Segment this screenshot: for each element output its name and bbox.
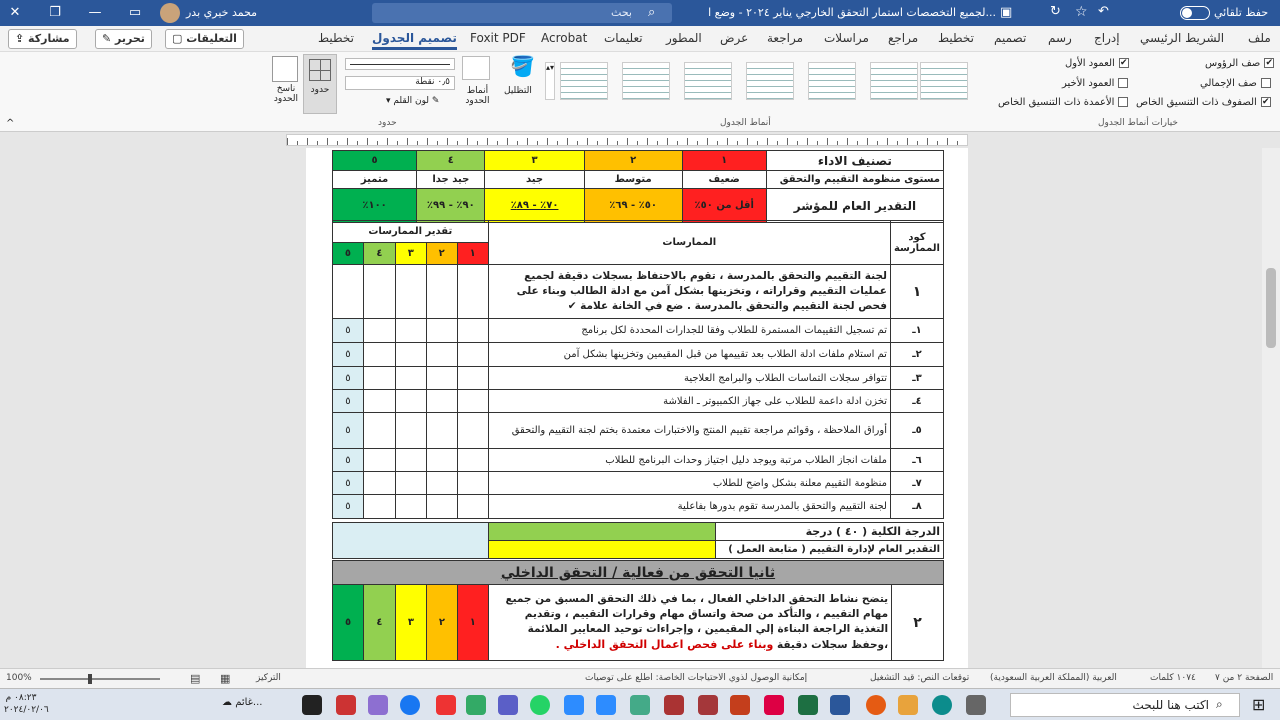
item-code: ٧ـ [890,472,943,495]
ruler-tick [657,141,658,145]
scale-3: ٣ [395,243,426,265]
main-code: ١ [890,265,943,319]
task-view-icon[interactable] [966,695,986,715]
start-icon[interactable]: ⊞ [1252,695,1266,714]
item-code: ٥ـ [890,413,943,449]
zoom-app-icon[interactable] [564,695,584,715]
ruler-tick [777,141,778,145]
main-practice-text: لجنة التقييم والتحقق بالمدرسة ، تقوم بالاحتفاظ بسجلات دقيقة لجميع عمليات التقييم وقراراته ، وتخزينها بشكل آمن مع ادلة الطالب وبناء على فحص لجنة التقييم والتحقق بالمدرسة . ضع في الخانة علامة ✔ [488,265,890,319]
ruler-tick [487,138,488,145]
share-button[interactable]: ⇪ مشاركة [8,29,77,49]
ruler-tick [507,138,508,145]
ruler-tick [627,138,628,145]
ruler-tick [557,141,558,145]
app-x-icon[interactable] [302,695,322,715]
app-sports-icon[interactable] [436,695,456,715]
grade-3-name: جيد [485,171,584,189]
ruler-tick [577,141,578,145]
ruler-tick [307,138,308,145]
tab-home[interactable]: الشريط الرئيسي [1140,31,1225,45]
border-painter-icon[interactable] [272,56,298,82]
facebook-icon[interactable] [400,695,420,715]
table-style-7[interactable] [920,62,968,100]
search-input[interactable]: بحث [372,3,672,23]
tab-design[interactable]: تصميم [994,31,1027,45]
taskbar-search-input[interactable]: اكتب هنا للبحث [1010,693,1240,717]
ruler-tick [417,141,418,145]
tab-help[interactable]: تعليمات [604,31,643,45]
firefox-icon[interactable] [866,695,886,715]
ribbon-display-icon[interactable]: ▭ [128,5,142,20]
ruler-tick [837,141,838,145]
table-row [333,449,944,472]
border-styles-label: أنماط الحدود [465,86,490,106]
grade-5-name: متميز [333,171,417,189]
ruler-tick [377,141,378,145]
grade-4-num: ٤ [417,151,485,171]
grade-4-name: جيد جدا [417,171,485,189]
item-text: تخزن ادلة داعمة للطلاب على جهاز الكمبيوتر ـ الفلاشة [488,390,890,413]
table-style-1[interactable] [560,62,608,100]
autosave-toggle[interactable] [1180,6,1210,20]
ruler-tick [667,138,668,145]
ruler-tick [467,138,468,145]
ruler-tick [677,141,678,145]
ruler-tick [457,141,458,145]
scale-2: ٢ [426,243,457,265]
zoom-slider[interactable] [40,678,160,680]
ruler-tick [887,138,888,145]
grade-5-range: ١٠٠٪ [333,189,417,223]
tab-insert[interactable]: إدراج [1094,31,1120,45]
rating-table [332,150,944,223]
close-window-button[interactable]: ✕ [9,5,21,20]
tab-layout[interactable]: تخطيط [938,31,974,45]
border-painter-label: ناسخ الحدود [273,84,299,104]
shading-icon[interactable]: 🪣 [510,54,535,78]
ruler-tick [817,141,818,145]
ruler-tick [607,138,608,145]
item-code: ١ـ [890,319,943,343]
ruler-tick [947,138,948,145]
item-score[interactable]: ٥ [333,472,364,495]
tab-table-design[interactable]: تصميم الجدول [372,31,457,50]
item-score[interactable]: ٥ [333,367,364,390]
app-archive-icon[interactable] [664,695,684,715]
overall-mgmt-cell[interactable] [488,541,716,559]
app-green-icon[interactable] [466,695,486,715]
item-code: ٢ـ [890,343,943,367]
table-row [333,390,944,413]
ruler-tick [337,141,338,145]
banded-columns-checkbox[interactable]: الأعمدة ذات التنسيق الخاص [998,97,1128,108]
ruler-tick [877,141,878,145]
tab-developer[interactable]: المطور [666,31,702,45]
ruler-tick [737,141,738,145]
ruler-tick [397,141,398,145]
ruler-tick [357,141,358,145]
explorer-icon[interactable] [898,695,918,715]
ruler-tick [907,138,908,145]
accessibility-status[interactable]: إمكانية الوصول لذوي الاحتياجات الخاصة: اطلع على توصيات [585,673,808,683]
view-web-icon[interactable]: ▦ [220,672,231,685]
save-icon[interactable]: ▣ [1000,5,1013,20]
item-text: تم تسجيل التقييمات المستمرة للطلاب وفقا للجدارات المحددة لكل برنامج [488,319,890,343]
ruler-tick [747,138,748,145]
item-score[interactable]: ٥ [333,343,364,367]
focus-button[interactable]: التركيز [256,673,281,683]
powerpoint-icon[interactable] [730,695,750,715]
scale-1: ١ [457,243,488,265]
total-label: الدرجة الكلية ( ٤٠ ) درجة [716,523,944,541]
practices-header: الممارسات [488,221,890,265]
item-text: منظومة التقييم معلنة بشكل واضح للطلاب [488,472,890,495]
ruler-tick [367,138,368,145]
ruler-tick [787,138,788,145]
table-style-4[interactable] [746,62,794,100]
tab-view[interactable]: عرض [720,31,749,45]
document-title: لجميع التخصصات استمار التحقق الخارجي يناير ٢٠٢٤ - وضع ا... [708,6,996,19]
grade-1-name: ضعيف [682,171,766,189]
levels-label: مستوى منظومة التقييم والتحقق [766,171,943,189]
overall-label: التقدير العام للمؤشر [766,189,943,223]
access-icon[interactable] [698,695,718,715]
ruler-tick [927,138,928,145]
redo-icon[interactable]: ↻ [1050,4,1061,19]
vertical-scrollbar[interactable] [1262,148,1280,668]
s2-scale-4: ٤ [364,585,396,661]
rating-header: تقدير الممارسات [333,221,489,243]
ruler-tick [567,138,568,145]
restore-window-button[interactable]: ❐ [49,5,61,20]
ruler-tick [597,141,598,145]
app-purple-icon[interactable] [368,695,388,715]
item-code: ٤ـ [890,390,943,413]
title-bar [0,0,1280,26]
pen-weight-select[interactable]: ٠٫٥ نقطة [345,76,455,90]
item-score[interactable]: ٥ [333,319,364,343]
item-code: ٨ـ [890,495,943,519]
tab-foxit[interactable]: Foxit PDF [470,31,526,45]
shading-label: التظليل [504,86,532,96]
app-chat-icon[interactable] [630,695,650,715]
ruler-tick [687,138,688,145]
section2-table [332,560,944,661]
ruler-tick [477,141,478,145]
star-icon[interactable]: ☆ [1075,4,1088,20]
table-row [333,343,944,367]
ruler-tick [797,141,798,145]
search-icon: ⌕ [648,5,656,20]
item-text: ملفات انجاز الطلاب مرتبة ويوجد دليل اجتياز وحدات البرنامج للطلاب [488,449,890,472]
item-text: أوراق الملاحظة ، وقوائم مراجعة تقييم المنتج والاختبارات معتمدة بختم لجنة التقييم والتحقق [488,413,890,449]
grade-3-num: ٣ [485,151,584,171]
totals-table [332,522,944,559]
ruler-tick [827,138,828,145]
taskbar [0,688,1280,720]
scale-4: ٤ [363,243,395,265]
teams-icon[interactable] [498,695,518,715]
s2-code: ٢ [892,585,944,661]
table-style-5[interactable] [808,62,856,100]
edge-icon[interactable] [932,695,952,715]
borders-label: حدود [310,85,330,95]
item-score[interactable]: ٥ [333,413,364,449]
user-name: محمد خيري بدر [186,6,258,19]
borders-button[interactable] [303,54,337,114]
word-count[interactable]: ١٠٧٤ كلمات [1150,673,1196,683]
s2-scale-3: ٣ [395,585,426,661]
ruler-tick [537,141,538,145]
ruler-tick [867,138,868,145]
group-label-styles: أنماط الجدول [720,118,771,128]
group-label-options: خيارات أنماط الجدول [1098,118,1178,128]
language-status[interactable]: العربية (المملكة العربية السعودية) [990,673,1117,683]
ruler-tick [347,138,348,145]
ruler-tick [587,138,588,145]
document-page[interactable] [306,148,968,668]
item-score[interactable]: ٥ [333,390,364,413]
collapse-ribbon-icon[interactable]: ^ [6,118,15,129]
item-text: لجنة التقييم والتحقق بالمدرسة تقوم بدورها بفاعلية [488,495,890,519]
ruler-tick [297,141,298,145]
ruler-tick [707,138,708,145]
grade-1-num: ١ [682,151,766,171]
ruler-tick [757,141,758,145]
ruler-tick [327,138,328,145]
last-column-checkbox[interactable]: العمود الأخير [1062,78,1128,89]
app-red-icon[interactable] [336,695,356,715]
tab-layout-table[interactable]: تخطيط [318,31,354,45]
item-score[interactable]: ٥ [333,449,364,472]
ruler-tick [527,138,528,145]
ruler-tick [317,141,318,145]
item-score[interactable]: ٥ [333,495,364,519]
tab-acrobat[interactable]: Acrobat [541,31,588,45]
search-icon: ⌕ [1216,697,1223,711]
table-row [333,472,944,495]
ribbon [0,52,1280,132]
ruler-tick [387,138,388,145]
group-label-borders: حدود [378,118,397,128]
whatsapp-icon[interactable] [530,695,550,715]
s2-scale-1: ١ [457,585,488,661]
ribbon-tabs [0,26,1280,52]
grade-5-num: ٥ [333,151,417,171]
table-style-3[interactable] [684,62,732,100]
autosave-label: حفظ تلقائي [1214,6,1269,19]
page-number[interactable]: الصفحة ٢ من ٧ [1215,673,1274,683]
pen-color-button[interactable]: ▾ لون القلم ✎ [386,96,440,106]
header-row-checkbox[interactable]: صف الرؤوس ✔ [1205,58,1273,69]
ruler-tick [717,141,718,145]
tab-file[interactable]: ملف [1248,31,1271,45]
item-code: ٦ـ [890,449,943,472]
app-pdf-icon[interactable] [764,695,784,715]
weather-widget[interactable]: ☁ غائم... [222,697,263,708]
ruler [0,132,1280,148]
tab-review[interactable]: مراجعة [767,31,804,45]
ruler-tick [847,138,848,145]
total-score-cell[interactable] [333,523,489,559]
ruler-tick [647,138,648,145]
banded-rows-checkbox[interactable]: الصفوف ذات التنسيق الخاص ✔ [1136,97,1270,108]
table-row [333,495,944,519]
ruler-tick [857,141,858,145]
ruler-scale [286,134,968,146]
ruler-tick [897,141,898,145]
excel-icon[interactable] [798,695,818,715]
total-value-cell[interactable] [488,523,716,541]
clock[interactable]: ٠٨:٢٣ م ٢٠٢٤/٠٢/٠٦ [4,693,49,715]
s2-scale-2: ٢ [426,585,457,661]
ruler-tick [637,141,638,145]
rating-label: تصنيف الاداء [766,151,943,171]
tab-mailings[interactable]: مراسلات [824,31,869,45]
s2-red-text: وبناء على فحص اعمال التحقق الداخلي . [555,638,774,651]
grade-2-range: ٥٠٪ - ٦٩٪ [584,189,682,223]
item-text: تتوافر سجلات التماسات الطلاب والبرامج العلاجية [488,367,890,390]
scale-5: ٥ [333,243,364,265]
table-row [333,367,944,390]
ruler-tick [407,138,408,145]
zoom-app-icon-2[interactable] [596,695,616,715]
avatar[interactable] [160,3,180,23]
practices-table [332,220,944,519]
word-icon[interactable] [830,695,850,715]
item-code: ٣ـ [890,367,943,390]
first-column-checkbox[interactable]: العمود الأول ✔ [1065,58,1128,69]
ruler-tick [917,141,918,145]
ruler-tick [937,141,938,145]
zoom-level[interactable]: 100% [6,673,32,683]
ruler-tick [427,138,428,145]
s2-scale-5: ٥ [333,585,364,661]
comments-button[interactable]: ▢ التعليقات [165,29,244,49]
ruler-tick [697,141,698,145]
ruler-tick [617,141,618,145]
ruler-tick [287,138,288,145]
code-header: كود الممارسة [890,221,943,265]
ruler-tick [497,141,498,145]
item-text: تم استلام ملفات ادلة الطلاب بعد تقييمها من قبل المقيمين وتخزينها بشكل آمن [488,343,890,367]
section2-title: ثانيا التحقق من فعالية / التحقق الداخلي [333,561,944,585]
view-print-icon[interactable]: ▤ [190,672,201,685]
styles-scroll[interactable]: ▴▾ [545,62,555,100]
grade-3-range: ٧٠٪ - ٨٩٪ [485,189,584,223]
status-bar [0,668,1280,688]
edit-button[interactable]: ✎ تحرير [95,29,152,49]
table-row [333,413,944,449]
ruler-tick [547,138,548,145]
tab-references[interactable]: مراجع [888,31,919,45]
ruler-tick [517,141,518,145]
s2-text: يتضح نشاط التحقق الداخلي الفعال ، بما في ذلك التحقق المسبق من جميع مهام التقييم ، والتأكد من صحة واتساق مهام وقرارات التقييم ، وتقديم التغذية الراجعة البناءة إلي المقيمين ، وإجراءات توحيد المعايير الملائمة ،وحفظ سجلات دقيقة وبناء على فحص اعمال التحقق الداخلي . [488,585,891,661]
grade-1-range: أقل من ٥٠٪ [682,189,766,223]
ruler-tick [437,141,438,145]
border-styles-icon[interactable] [462,56,490,80]
grade-2-name: متوسط [584,171,682,189]
ruler-tick [727,138,728,145]
undo-icon[interactable]: ↶ [1098,4,1109,19]
ruler-tick [767,138,768,145]
table-row [333,319,944,343]
table-style-2[interactable] [622,62,670,100]
ruler-tick [957,141,958,145]
line-style-select[interactable] [345,58,455,70]
total-row-checkbox[interactable]: صف الإجمالي [1200,78,1271,89]
overall-mgmt-label: التقدير العام لإدارة التقييم ( متابعة العمل ) [716,541,944,559]
table-style-6[interactable] [870,62,918,100]
grade-2-num: ٢ [584,151,682,171]
grade-4-range: ٩٠٪ - ٩٩٪ [417,189,485,223]
text-prediction-status[interactable]: توقعات النص: قيد التشغيل [870,673,970,683]
ruler-tick [807,138,808,145]
ruler-tick [447,138,448,145]
tab-draw[interactable]: رسم [1048,31,1072,45]
minimize-window-button[interactable]: — [88,5,102,20]
